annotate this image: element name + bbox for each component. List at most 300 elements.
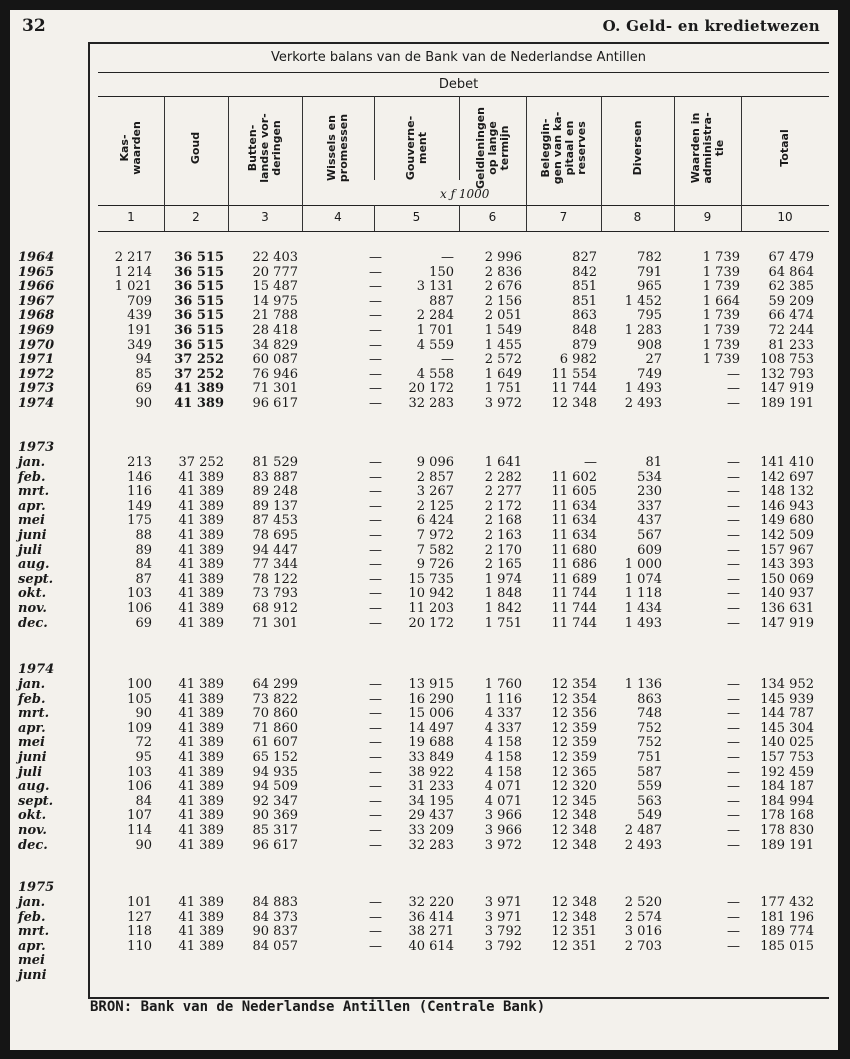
table-cell: 114 — [127, 823, 152, 838]
table-cell: 3 972 — [484, 837, 522, 853]
table-cell: 863 — [572, 308, 597, 324]
table-row — [10, 308, 838, 323]
table-cell: 12 356 — [551, 706, 597, 722]
table-cell: 3 792 — [484, 924, 522, 940]
table-cell: — — [369, 455, 382, 470]
table-cell: 157 967 — [760, 542, 814, 558]
table-row — [10, 250, 838, 265]
table-cell: 28 418 — [252, 323, 298, 338]
table-cell: — — [369, 735, 382, 751]
table-cell: 41 389 — [178, 895, 224, 910]
table-row — [10, 557, 838, 572]
table-cell: 145 304 — [760, 720, 814, 736]
column-header-label: Totaal — [778, 129, 791, 167]
table-cell: 184 187 — [760, 779, 814, 795]
table-row — [10, 323, 838, 338]
table-cell: 1 493 — [624, 615, 662, 631]
table-cell: 1 549 — [484, 323, 522, 338]
table-cell: 15 006 — [408, 706, 454, 722]
table-cell: 59 209 — [768, 293, 814, 309]
table-cell: 64 864 — [768, 264, 814, 280]
table-cell: — — [727, 706, 740, 722]
table-cell: 71 860 — [252, 720, 298, 736]
table-cell: — — [369, 615, 382, 631]
table-row — [10, 895, 838, 910]
table-row — [10, 823, 838, 838]
table-cell: 67 479 — [768, 250, 814, 265]
table-cell: 149 680 — [760, 513, 814, 529]
table-cell: 37 252 — [174, 366, 224, 382]
column-number: 9 — [703, 210, 712, 224]
table-cell: 12 359 — [551, 750, 597, 765]
table-cell: 2 170 — [484, 542, 522, 558]
table-cell: 36 515 — [174, 264, 224, 280]
table-cell: 1 751 — [484, 615, 522, 631]
table-cell: 41 389 — [178, 528, 224, 543]
column-header-label: Wissels en promessen — [325, 113, 350, 183]
table-cell: — — [727, 571, 740, 587]
table-cell: 965 — [637, 279, 662, 295]
table-cell: — — [369, 677, 382, 692]
table-cell: 20 172 — [408, 615, 454, 631]
table-row — [10, 924, 838, 939]
table-cell: 32 283 — [408, 396, 454, 411]
table-cell: 879 — [572, 337, 597, 353]
section-label: Debet — [438, 77, 479, 92]
column-header — [228, 98, 302, 198]
table-cell: 69 — [135, 381, 152, 397]
table-cell: 41 389 — [178, 764, 224, 780]
table-cell: — — [584, 455, 597, 470]
table-cell: 147 919 — [760, 615, 814, 631]
table-cell: 41 389 — [174, 396, 224, 411]
block-year: 1975 — [18, 880, 55, 895]
table-cell: 64 299 — [252, 677, 298, 692]
column-number: 8 — [633, 210, 642, 224]
table-cell: 142 509 — [760, 528, 814, 543]
table-cell: 185 015 — [760, 938, 814, 954]
table-cell: — — [369, 498, 382, 514]
table-cell: 559 — [637, 779, 662, 795]
table-cell: 4 337 — [484, 706, 522, 722]
table-cell: 1 739 — [702, 352, 740, 368]
table-cell: 11 605 — [551, 484, 597, 500]
table-cell: 1 739 — [702, 279, 740, 295]
column-header — [164, 98, 228, 198]
table-cell: 95 — [135, 750, 152, 765]
table-cell: 41 389 — [178, 837, 224, 853]
table-cell: 14 497 — [408, 720, 454, 736]
row-label: mrt. — [18, 706, 50, 722]
table-cell: 41 389 — [178, 823, 224, 838]
table-cell: 142 697 — [760, 469, 814, 485]
table-cell: 2 168 — [484, 513, 522, 529]
table-cell: 65 152 — [252, 750, 298, 765]
table-row — [10, 750, 838, 765]
row-label: juli — [18, 764, 43, 780]
table-cell: 78 122 — [252, 571, 298, 587]
column-number: 2 — [192, 210, 200, 224]
column-header — [374, 98, 459, 198]
table-cell: — — [727, 455, 740, 470]
table-cell: 40 614 — [408, 938, 454, 954]
table-cell: 11 634 — [551, 513, 597, 529]
table-cell: 12 320 — [551, 779, 597, 795]
table-cell: 178 830 — [760, 823, 814, 838]
table-cell: 76 946 — [252, 366, 298, 382]
table-cell: 851 — [572, 279, 597, 295]
table-cell: 178 168 — [760, 808, 814, 824]
table-cell: 141 410 — [760, 455, 814, 470]
table-cell: 36 515 — [174, 279, 224, 295]
table-cell: — — [369, 557, 382, 573]
table-cell: 3 966 — [484, 823, 522, 838]
table-cell: 81 529 — [252, 455, 298, 470]
table-cell: 1 974 — [484, 571, 522, 587]
table-cell: 1 664 — [702, 293, 740, 309]
table-cell: 29 437 — [408, 808, 454, 824]
table-cell: 87 453 — [252, 513, 298, 529]
table-cell: 13 915 — [408, 677, 454, 692]
table-cell: — — [727, 691, 740, 707]
table-cell: 1 116 — [484, 691, 522, 707]
row-label: jan. — [18, 895, 46, 910]
table-row — [10, 367, 838, 382]
table-cell: 19 688 — [408, 735, 454, 751]
table-cell: — — [369, 823, 382, 838]
table-cell: 105 — [127, 691, 152, 707]
table-cell: 908 — [637, 337, 662, 353]
table-cell: 118 — [127, 924, 152, 940]
table-cell: 609 — [637, 542, 662, 558]
table-cell: 1 760 — [484, 677, 522, 692]
table-cell: 2 487 — [624, 823, 662, 838]
row-label: feb. — [18, 691, 46, 707]
table-cell: 4 337 — [484, 720, 522, 736]
table-cell: — — [727, 909, 740, 925]
table-cell: 136 631 — [760, 601, 814, 616]
table-cell: 3 267 — [416, 484, 454, 500]
table-cell: — — [369, 808, 382, 824]
table-row — [10, 601, 838, 616]
table-cell: 96 617 — [252, 396, 298, 411]
row-label: mei — [18, 735, 45, 751]
column-header-label: Waarden in administra- tie — [688, 112, 726, 184]
table-cell: 11 744 — [551, 586, 597, 602]
table-cell: 349 — [127, 337, 152, 353]
table-cell: 12 359 — [551, 735, 597, 751]
table-cell: — — [727, 557, 740, 573]
table-row — [10, 779, 838, 794]
table-cell: 41 389 — [178, 779, 224, 795]
table-cell: — — [727, 837, 740, 853]
table-cell: 181 196 — [760, 909, 814, 925]
table-cell: — — [727, 793, 740, 809]
table-cell: 2 172 — [484, 498, 522, 514]
table-cell: 15 735 — [408, 571, 454, 587]
column-header-label: Diversen — [630, 120, 644, 176]
table-cell: 4 558 — [416, 366, 454, 382]
table-cell: 175 — [127, 513, 152, 529]
table-cell: 4 158 — [484, 750, 522, 765]
row-label: juni — [18, 968, 47, 983]
row-label: aug. — [18, 779, 50, 795]
table-cell: 85 — [135, 366, 152, 382]
table-cell: — — [727, 924, 740, 940]
table-cell: 1 739 — [702, 323, 740, 338]
table-row — [10, 706, 838, 721]
table-cell: 4 158 — [484, 764, 522, 780]
table-cell: 11 634 — [551, 498, 597, 514]
table-cell: 41 389 — [178, 571, 224, 587]
row-label: feb. — [18, 469, 46, 485]
row-label: 1974 — [18, 396, 55, 411]
table-cell: 749 — [637, 366, 662, 382]
table-cell: 89 137 — [252, 498, 298, 514]
table-cell: — — [369, 691, 382, 707]
table-cell: 1 739 — [702, 337, 740, 353]
table-cell: — — [369, 279, 382, 295]
table-cell: — — [369, 264, 382, 280]
table-cell: — — [369, 528, 382, 543]
table-cell: 4 559 — [416, 337, 454, 353]
rule — [98, 231, 829, 232]
table-cell: — — [727, 938, 740, 954]
table-cell: 38 271 — [408, 924, 454, 940]
table-cell: 148 132 — [760, 484, 814, 500]
table-cell: 11 680 — [551, 542, 597, 558]
table-row — [10, 677, 838, 692]
table-cell: 41 389 — [178, 750, 224, 765]
table-cell: — — [369, 352, 382, 368]
column-header — [674, 98, 741, 198]
table-cell: 2 996 — [484, 250, 522, 265]
table-cell: 6 424 — [416, 513, 454, 529]
table-cell: 32 283 — [408, 837, 454, 853]
table-cell: — — [727, 396, 740, 411]
table-cell: — — [727, 750, 740, 765]
table-cell: 1 739 — [702, 308, 740, 324]
table-cell: 81 233 — [768, 337, 814, 353]
table-cell: 84 883 — [252, 895, 298, 910]
table-cell: 230 — [637, 484, 662, 500]
table-cell: 90 837 — [252, 924, 298, 940]
table-cell: 1 751 — [484, 381, 522, 397]
table-cell: 1 118 — [624, 586, 662, 602]
column-header-label: Goud — [189, 131, 202, 165]
table-cell: 3 971 — [484, 909, 522, 925]
table-cell: 157 753 — [760, 750, 814, 765]
table-cell: 191 — [127, 323, 152, 338]
row-label: okt. — [18, 586, 47, 602]
table-cell: — — [727, 615, 740, 631]
row-label: apr. — [18, 720, 46, 736]
column-number: 5 — [412, 210, 421, 224]
row-label: 1967 — [18, 293, 55, 309]
table-cell: 20 172 — [408, 381, 454, 397]
column-header-label: Beleggin- gen van ka- pitaal en reserves — [538, 111, 588, 185]
table-cell: 36 515 — [174, 308, 224, 324]
table-cell: — — [727, 542, 740, 558]
table-cell: 16 290 — [408, 691, 454, 707]
table-cell: 12 354 — [551, 691, 597, 707]
table-cell: 2 217 — [114, 250, 152, 265]
table-cell: — — [369, 484, 382, 500]
table-cell: 2 163 — [484, 528, 522, 543]
table-cell: 150 069 — [760, 571, 814, 587]
table-cell: 2 277 — [484, 484, 522, 500]
row-label: 1970 — [18, 337, 55, 353]
table-cell: 12 348 — [551, 823, 597, 838]
table-cell: 41 389 — [178, 484, 224, 500]
table-cell: 189 191 — [760, 396, 814, 411]
table-cell: 9 096 — [416, 455, 454, 470]
column-number: 10 — [777, 210, 793, 224]
table-cell: 116 — [127, 484, 152, 500]
table-cell: — — [369, 293, 382, 309]
table-cell: 1 452 — [624, 293, 662, 309]
table-cell: — — [369, 938, 382, 954]
table-cell: 107 — [127, 808, 152, 824]
page-number: 32 — [22, 16, 46, 36]
table-cell: — — [727, 601, 740, 616]
table-cell: 709 — [127, 293, 152, 309]
table-row — [10, 338, 838, 353]
column-header — [601, 98, 674, 198]
table-row — [10, 499, 838, 514]
table-cell: 1 493 — [624, 381, 662, 397]
table-cell: 140 025 — [760, 735, 814, 751]
table-cell: 534 — [637, 469, 662, 485]
table-cell: 2 156 — [484, 293, 522, 309]
row-label: apr. — [18, 498, 46, 514]
table-cell: 41 389 — [178, 601, 224, 616]
table-cell: 132 793 — [760, 366, 814, 382]
table-cell: 41 389 — [178, 938, 224, 954]
table-cell: — — [369, 909, 382, 925]
table-row — [10, 808, 838, 823]
table-cell: 33 209 — [408, 823, 454, 838]
row-label: mei — [18, 953, 45, 969]
table-cell: — — [369, 779, 382, 795]
row-label: 1968 — [18, 308, 55, 324]
table-cell: 752 — [637, 735, 662, 751]
table-cell: 36 414 — [408, 909, 454, 925]
table-cell: 15 487 — [252, 279, 298, 295]
table-cell: 567 — [637, 528, 662, 543]
table-cell: 41 389 — [178, 586, 224, 602]
table-cell: 94 447 — [252, 542, 298, 558]
table-cell: 1 074 — [624, 571, 662, 587]
table-cell: 587 — [637, 764, 662, 780]
table-cell: 90 — [135, 396, 152, 411]
row-label: mrt. — [18, 924, 50, 940]
table-cell: 782 — [637, 250, 662, 265]
table-cell: — — [727, 469, 740, 485]
table-cell: 177 432 — [760, 895, 814, 910]
table-cell: 41 389 — [178, 557, 224, 573]
table-cell: 150 — [429, 264, 454, 280]
column-number: 6 — [488, 210, 497, 224]
table-row — [10, 572, 838, 587]
table-cell: 20 777 — [252, 264, 298, 280]
table-cell: — — [727, 528, 740, 543]
table-cell: 2 051 — [484, 308, 522, 324]
table-row — [10, 735, 838, 750]
table-cell: 2 836 — [484, 264, 522, 280]
table-cell: 106 — [127, 779, 152, 795]
table-cell: 146 943 — [760, 498, 814, 514]
table-cell: 41 389 — [178, 469, 224, 485]
table-cell: 36 515 — [174, 293, 224, 309]
table-row — [10, 265, 838, 280]
table-cell: 1 739 — [702, 250, 740, 265]
table-cell: — — [369, 542, 382, 558]
table-cell: — — [727, 366, 740, 382]
table-cell: 41 389 — [178, 498, 224, 514]
table-cell: 37 252 — [174, 352, 224, 368]
table-cell: 3 971 — [484, 895, 522, 910]
row-label: sept. — [18, 793, 54, 809]
table-cell: 1 701 — [416, 323, 454, 338]
table-cell: 37 252 — [178, 455, 224, 470]
table-cell: 1 649 — [484, 366, 522, 382]
table-cell: 751 — [637, 750, 662, 765]
table-cell: 41 389 — [178, 677, 224, 692]
table-cell: — — [441, 352, 454, 368]
table-cell: — — [369, 837, 382, 853]
table-cell: 11 554 — [551, 366, 597, 382]
table-cell: 41 389 — [178, 924, 224, 940]
row-label: 1972 — [18, 366, 55, 382]
table-cell: 439 — [127, 308, 152, 324]
table-row — [10, 543, 838, 558]
table-cell: 12 351 — [551, 924, 597, 940]
table-row — [10, 294, 838, 309]
row-label: aug. — [18, 557, 50, 573]
row-label: okt. — [18, 808, 47, 824]
table-cell: 563 — [637, 793, 662, 809]
table-cell: 11 689 — [551, 571, 597, 587]
table-cell: — — [727, 720, 740, 736]
table-cell: 2 574 — [624, 909, 662, 925]
table-cell: — — [369, 586, 382, 602]
table-cell: 110 — [127, 938, 152, 954]
table-cell: 41 389 — [178, 691, 224, 707]
column-number: 3 — [261, 210, 269, 224]
table-cell: 90 369 — [252, 808, 298, 824]
table-row — [10, 381, 838, 396]
table-cell: 337 — [637, 498, 662, 514]
table-cell: 89 — [135, 542, 152, 558]
row-label: nov. — [18, 601, 47, 616]
table-cell: 1 434 — [624, 601, 662, 616]
table-cell: 549 — [637, 808, 662, 824]
table-cell: 84 373 — [252, 909, 298, 925]
table-cell: 60 087 — [252, 352, 298, 368]
table-cell: 189 191 — [760, 837, 814, 853]
row-label: 1971 — [18, 352, 55, 368]
table-cell: 71 301 — [252, 381, 298, 397]
table-cell: 12 348 — [551, 909, 597, 925]
column-header — [526, 98, 601, 198]
table-cell: 1 214 — [114, 264, 152, 280]
table-cell: 127 — [127, 909, 152, 925]
table-cell: 27 — [645, 352, 662, 368]
table-cell: 10 942 — [408, 586, 454, 602]
table-cell: — — [727, 677, 740, 692]
unit-label: x ƒ 1000 — [440, 187, 490, 201]
